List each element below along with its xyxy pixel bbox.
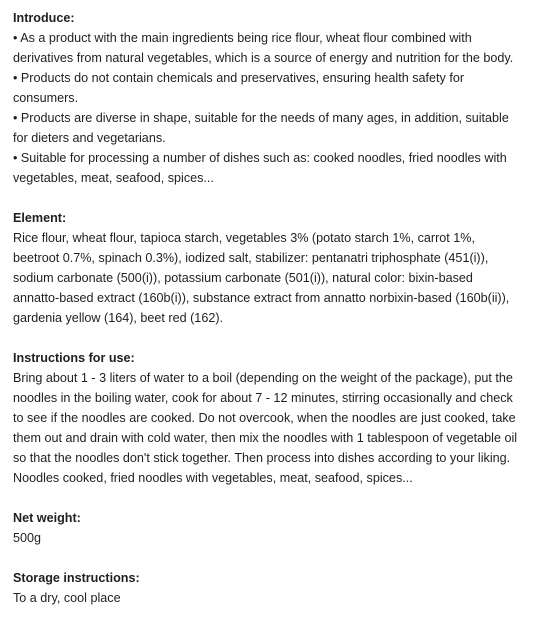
instructions-section [13, 348, 520, 488]
introduce-section [13, 8, 520, 188]
instructions-text: Bring about 1 - 3 liters of water to a boil (depending on the weight of the package), put the noodles in the boiling water, cook for about 7 - 12 minutes, stirring occasionally and check to see if the noodles are cooked. Do not overcook, when the noodles are just cooked, take them out and drain with cold water, then mix the noodles with 1 tablespoon of vegetable oil so that the noodles don't stick together. Then process into dishes according to your liking. Noodles cooked, fried noodles with vegetables, meat, seafood, spices... [13, 371, 518, 485]
instructions-heading: Instructions for use: [13, 351, 135, 365]
introduce-heading: Introduce: [13, 11, 75, 25]
net-weight-section [13, 508, 520, 548]
element-section [13, 208, 520, 328]
introduce-bullet: • Suitable for processing a number of dishes such as: cooked noodles, fried noodles with vegetables, meat, seafood, spices... [13, 151, 507, 185]
net-weight-value: 500g [13, 531, 42, 545]
element-text: Rice flour, wheat flour, tapioca starch, vegetables 3% (potato starch 1%, carrot 1%, beetroot 0.7%, spinach 0.3%), iodized salt, stabilizer: pentanatri triphosphate (451(i)), sodium carbonate (500(i)), potassium carbonate (501(i)), natural color: bixin-based annatto-based extract (160b(i)), substance extract from annatto norbixin-based (160b(ii)), gardenia yellow (164), beet red (162). [13, 231, 510, 325]
storage-heading: Storage instructions: [13, 571, 140, 585]
storage-text: To a dry, cool place [13, 591, 121, 605]
introduce-bullet: • Products are diverse in shape, suitable for the needs of many ages, in addition, suitable for dieters and vegetarians. [13, 111, 509, 145]
introduce-bullet: • Products do not contain chemicals and preservatives, ensuring health safety for consumers. [13, 71, 465, 105]
element-heading: Element: [13, 211, 67, 225]
net-weight-heading: Net weight: [13, 511, 81, 525]
storage-section [13, 568, 520, 608]
introduce-bullet: • As a product with the main ingredients being rice flour, wheat flour combined with derivatives from natural vegetables, which is a source of energy and nutrition for the body. [13, 31, 514, 65]
